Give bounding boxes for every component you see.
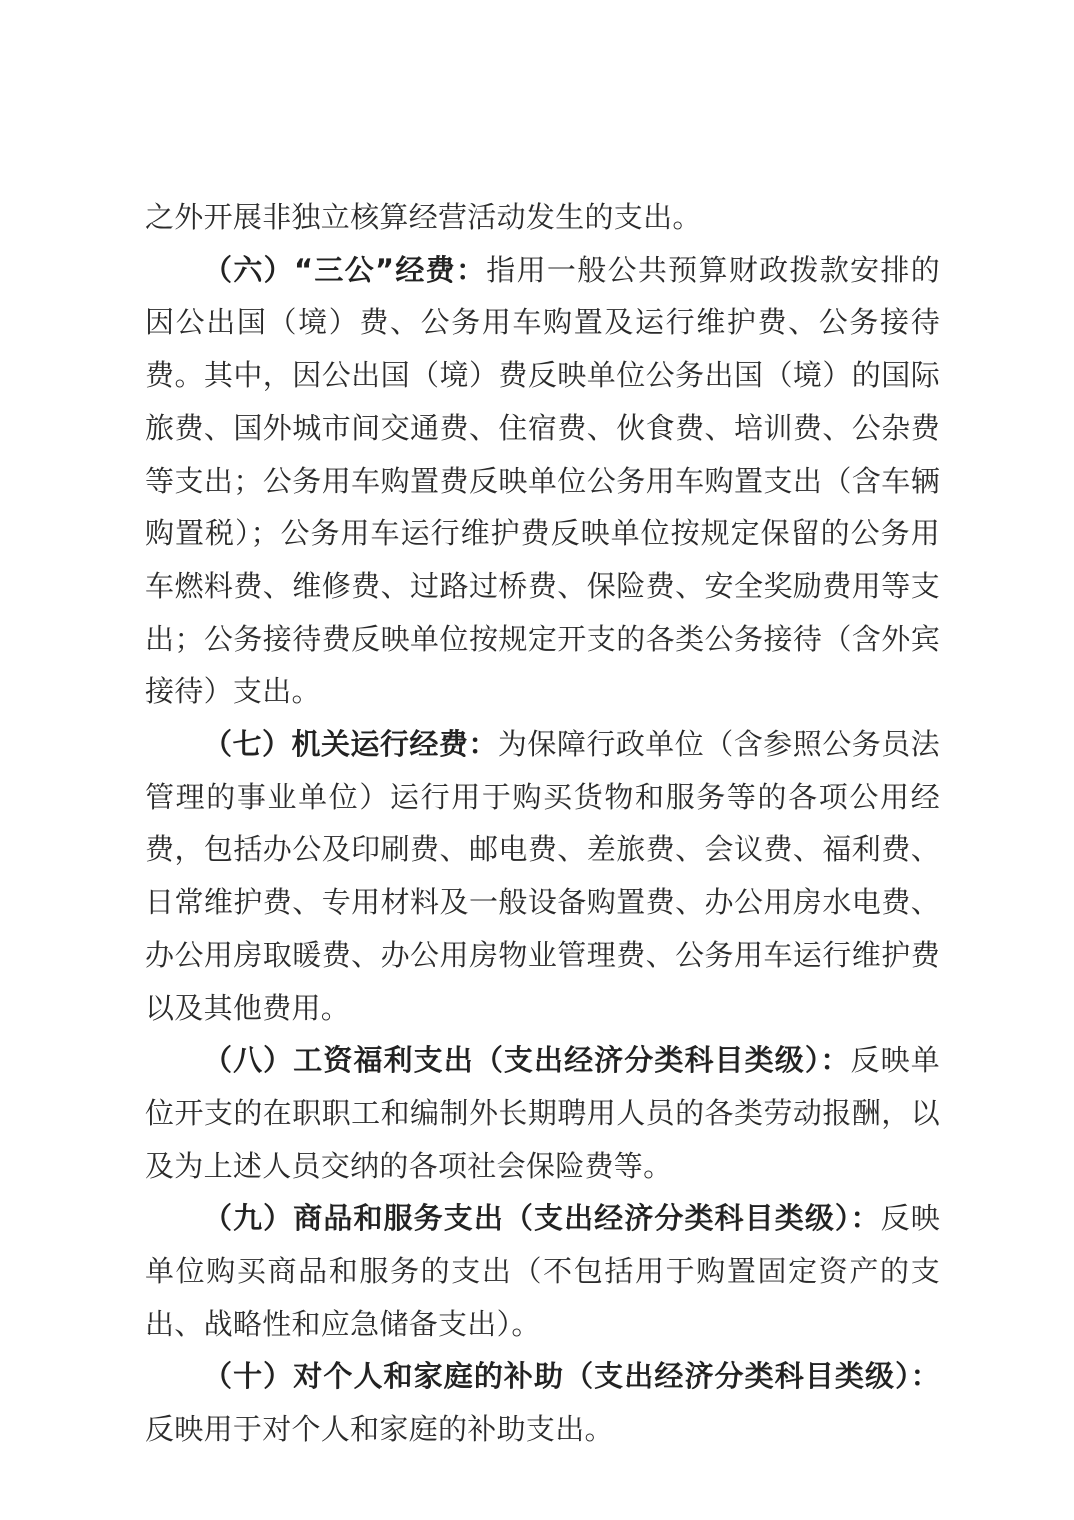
paragraph-heading: （十）对个人和家庭的补助（支出经济分类科目类级）： bbox=[203, 1359, 940, 1394]
paragraph-item-7-operating-expenses bbox=[145, 718, 940, 1034]
paragraph-heading: （七）机关运行经费： bbox=[203, 727, 498, 762]
paragraph-body: 反映用于对个人和家庭的补助支出。 bbox=[145, 1412, 614, 1447]
paragraph-heading: （九）商品和服务支出（支出经济分类科目类级）： bbox=[203, 1201, 881, 1236]
paragraph-body: 之外开展非独立核算经营活动发生的支出。 bbox=[145, 200, 702, 234]
paragraph-heading: （六）“三公”经费： bbox=[203, 252, 487, 287]
paragraph-body: 为保障行政单位（含参照公务员法管理的事业单位）运行用于购买货物和服务等的各项公用经费，包括办公及印刷费、邮电费、差旅费、会议费、福利费、日常维护费、专用材料及一般设备购置费、办公用房水电费、办公用房取暖费、办公用房物业管理费、公务用车运行维护费以及其他费用。 bbox=[145, 727, 940, 1025]
paragraph-item-8-salary-welfare bbox=[145, 1034, 940, 1192]
paragraph-item-9-goods-services bbox=[145, 1192, 940, 1350]
paragraph-body: 反映单位开支的在职职工和编制外长期聘用人员的各类劳动报酬，以及为上述人员交纳的各项社会保险费等。 bbox=[145, 1043, 940, 1183]
paragraph-body: 指用一般公共预算财政拨款安排的因公出国（境）费、公务用车购置及运行维护费、公务接待费。其中，因公出国（境）费反映单位公务出国（境）的国际旅费、国外城市间交通费、住宿费、伙食费、培训费、公杂费等支出；公务用车购置费反映单位公务用车购置支出（含车辆购置税）；公务用车运行维护费反映单位按规定保留的公务用车燃料费、维修费、过路过桥费、保险费、安全奖励费用等支出；公务接待费反映单位按规定开支的各类公务接待（含外宾接待）支出。 bbox=[145, 252, 940, 709]
paragraph-item-6-three-public-expenses bbox=[145, 244, 940, 718]
document-body bbox=[145, 191, 940, 1456]
paragraph-item-10-individual-subsidies bbox=[145, 1350, 940, 1455]
paragraph-heading: （八）工资福利支出（支出经济分类科目类级）： bbox=[203, 1043, 851, 1078]
paragraph-continuation bbox=[145, 191, 940, 244]
paragraph-body: 反映单位购买商品和服务的支出（不包括用于购置固定资产的支出、战略性和应急储备支出）。 bbox=[145, 1201, 941, 1341]
